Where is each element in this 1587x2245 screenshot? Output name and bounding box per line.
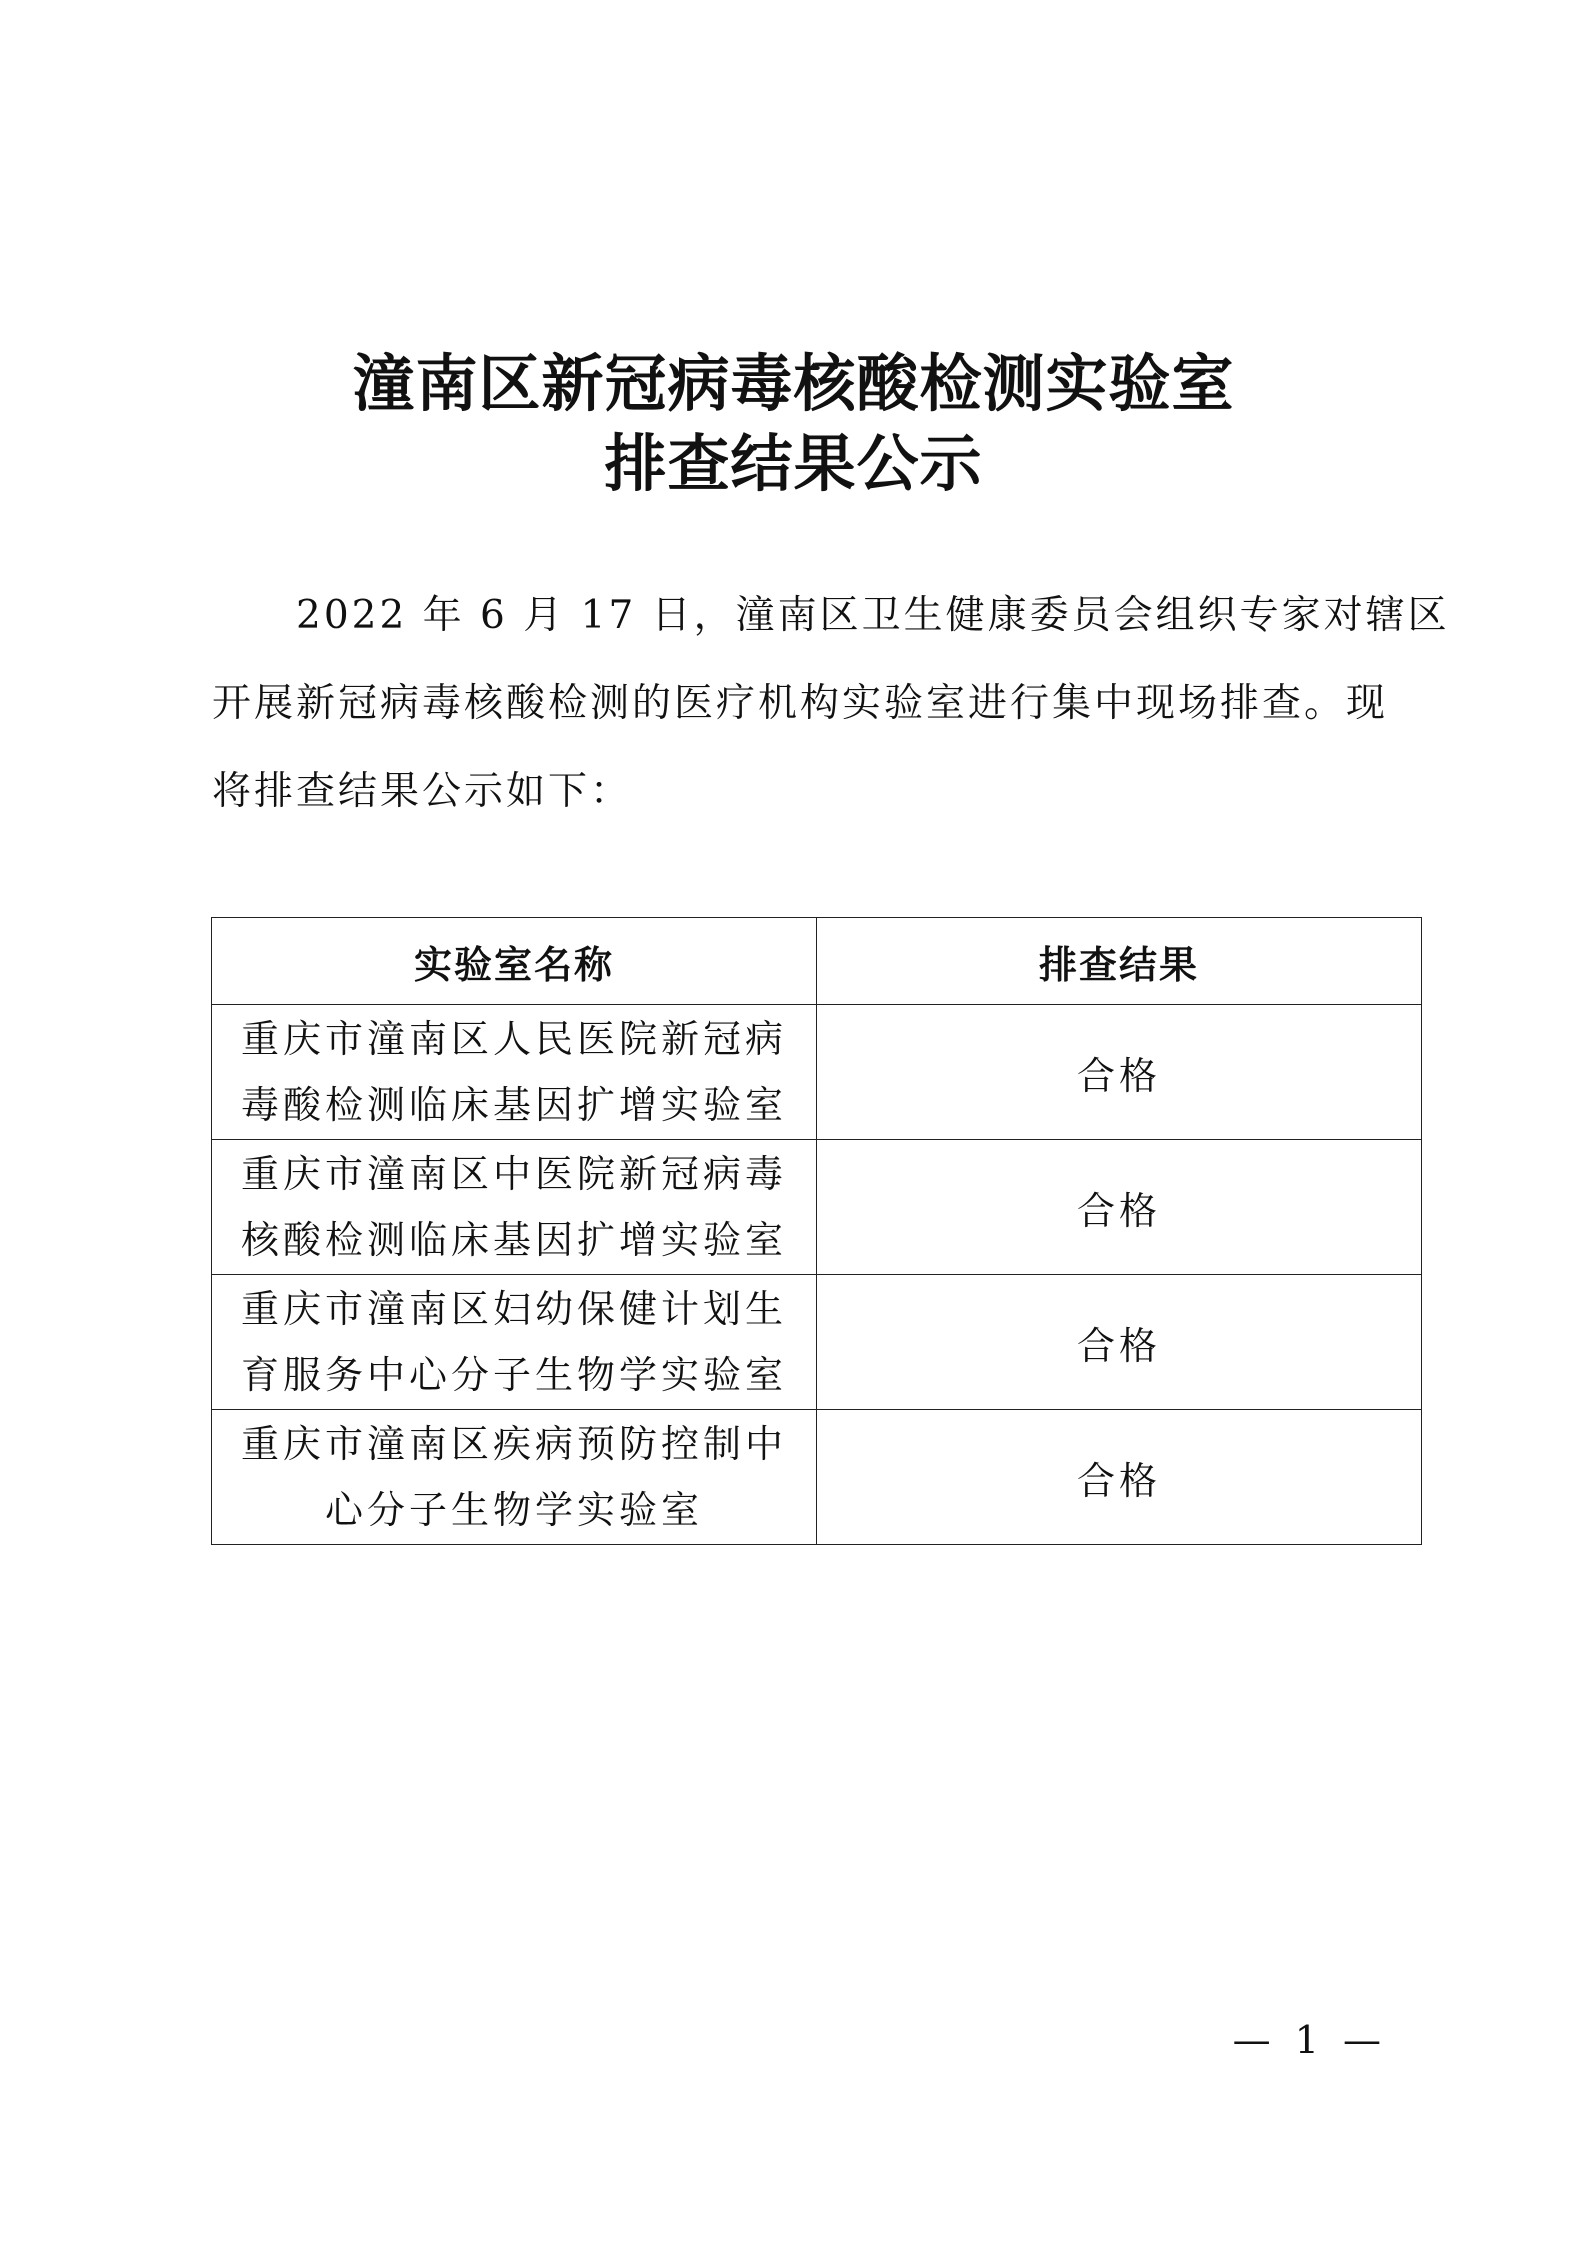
lab-name-line: 毒酸检测临床基因扩增实验室 [240, 1083, 787, 1127]
table-row [212, 1140, 1422, 1275]
lab-name-line: 重庆市潼南区妇幼保健计划生 [240, 1287, 787, 1331]
result-cell: 合格 [817, 1410, 1422, 1545]
results-table [211, 917, 1422, 1545]
lab-name-cell [212, 1005, 817, 1140]
lab-name-cell [212, 1140, 817, 1275]
result-cell: 合格 [817, 1140, 1422, 1275]
lab-name-line: 重庆市潼南区人民医院新冠病 [240, 1017, 787, 1061]
lab-name-cell [212, 1275, 817, 1410]
table-row [212, 1410, 1422, 1545]
result-cell: 合格 [817, 1275, 1422, 1410]
lab-name-cell [212, 1410, 817, 1545]
header-lab-name: 实验室名称 [212, 918, 817, 1005]
intro-line-3: 将排查结果公示如下： [212, 769, 633, 814]
lab-name-line: 核酸检测临床基因扩增实验室 [240, 1218, 787, 1262]
intro-paragraph [212, 572, 1450, 836]
document-title-line-2: 排查结果公示 [604, 427, 983, 500]
table-header-row [212, 918, 1422, 1005]
document-title-line-1: 潼南区新冠病毒核酸检测实验室 [352, 347, 1235, 420]
table-row [212, 1275, 1422, 1410]
lab-name-line: 育服务中心分子生物学实验室 [240, 1353, 787, 1397]
intro-line-2: 开展新冠病毒核酸检测的医疗机构实验室进行集中现场排查。现 [212, 681, 1389, 726]
page-number: — 1 — [1232, 2018, 1387, 2062]
lab-name-line: 重庆市潼南区中医院新冠病毒 [240, 1152, 787, 1196]
table-row [212, 1005, 1422, 1140]
lab-name-line: 重庆市潼南区疾病预防控制中 [240, 1422, 787, 1466]
header-result: 排查结果 [817, 918, 1422, 1005]
intro-line-1: 2022 年 6 月 17 日，潼南区卫生健康委员会组织专家对辖区 [296, 593, 1450, 638]
lab-name-line: 心分子生物学实验室 [324, 1488, 703, 1532]
result-cell: 合格 [817, 1005, 1422, 1140]
